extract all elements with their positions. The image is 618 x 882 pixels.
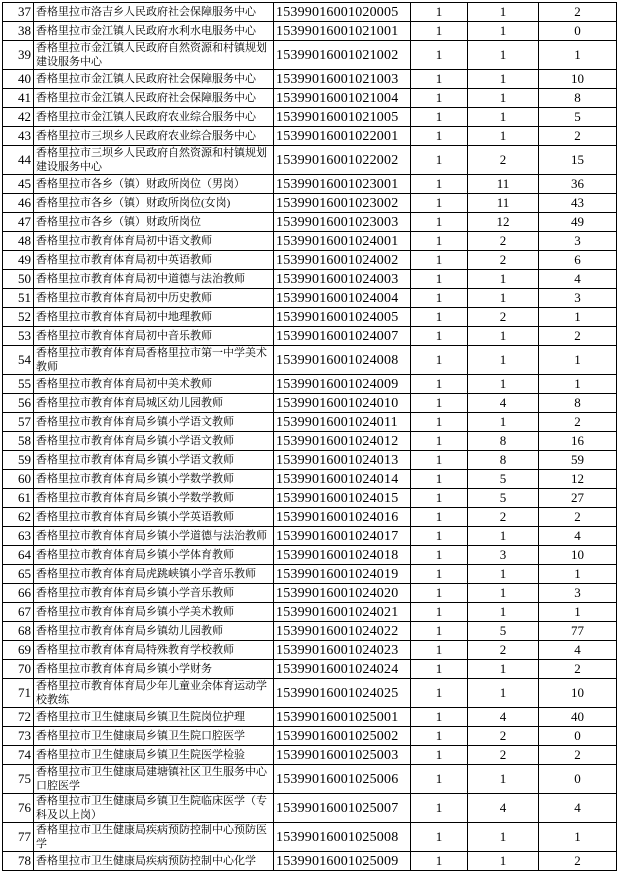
value-col3-cell: 77 [539, 622, 617, 641]
value-col1-cell: 1 [411, 546, 468, 565]
value-col2-cell: 8 [468, 451, 539, 470]
value-col1-cell: 1 [411, 603, 468, 622]
position-code-cell: 15399016001024014 [274, 470, 411, 489]
position-code-cell: 15399016001024005 [274, 308, 411, 327]
row-number-cell: 64 [3, 546, 34, 565]
table-row [3, 708, 617, 727]
value-col2-cell: 1 [468, 89, 539, 108]
row-number-cell: 71 [3, 679, 34, 708]
row-number-cell: 46 [3, 194, 34, 213]
position-name-cell: 香格里拉市金江镇人民政府社会保障服务中心 [34, 70, 274, 89]
table-row [3, 175, 617, 194]
value-col1-cell: 1 [411, 584, 468, 603]
value-col2-cell: 2 [468, 641, 539, 660]
value-col1-cell: 1 [411, 708, 468, 727]
value-col2-cell: 5 [468, 470, 539, 489]
position-table [2, 2, 617, 871]
value-col2-cell: 2 [468, 727, 539, 746]
row-number-cell: 55 [3, 375, 34, 394]
position-code-cell: 15399016001024024 [274, 660, 411, 679]
table-row [3, 146, 617, 175]
value-col1-cell: 1 [411, 622, 468, 641]
row-number-cell: 62 [3, 508, 34, 527]
table-row [3, 641, 617, 660]
value-col2-cell: 1 [468, 603, 539, 622]
value-col2-cell: 3 [468, 546, 539, 565]
row-number-cell: 76 [3, 794, 34, 823]
position-name-cell: 香格里拉市卫生健康局乡镇卫生院口腔医学 [34, 727, 274, 746]
position-code-cell: 15399016001023002 [274, 194, 411, 213]
position-code-cell: 15399016001024016 [274, 508, 411, 527]
position-name-cell: 香格里拉市教育体育局乡镇小学财务 [34, 660, 274, 679]
position-code-cell: 15399016001025006 [274, 765, 411, 794]
value-col2-cell: 1 [468, 679, 539, 708]
value-col1-cell: 1 [411, 727, 468, 746]
position-name-cell: 香格里拉市金江镇人民政府农业综合服务中心 [34, 108, 274, 127]
value-col1-cell: 1 [411, 3, 468, 22]
value-col3-cell: 16 [539, 432, 617, 451]
position-code-cell: 15399016001024020 [274, 584, 411, 603]
position-code-cell: 15399016001025008 [274, 823, 411, 852]
position-name-cell: 香格里拉市金江镇人民政府社会保障服务中心 [34, 89, 274, 108]
position-code-cell: 15399016001024010 [274, 394, 411, 413]
value-col2-cell: 1 [468, 375, 539, 394]
position-code-cell: 15399016001023003 [274, 213, 411, 232]
value-col3-cell: 3 [539, 232, 617, 251]
value-col1-cell: 1 [411, 852, 468, 871]
row-number-cell: 52 [3, 308, 34, 327]
value-col3-cell: 6 [539, 251, 617, 270]
value-col1-cell: 1 [411, 641, 468, 660]
table-row [3, 584, 617, 603]
table-row [3, 270, 617, 289]
row-number-cell: 49 [3, 251, 34, 270]
position-name-cell: 香格里拉市卫生健康局乡镇卫生院岗位护理 [34, 708, 274, 727]
position-code-cell: 15399016001024001 [274, 232, 411, 251]
table-row [3, 22, 617, 41]
row-number-cell: 67 [3, 603, 34, 622]
position-code-cell: 15399016001021001 [274, 22, 411, 41]
value-col1-cell: 1 [411, 251, 468, 270]
value-col3-cell: 43 [539, 194, 617, 213]
position-name-cell: 香格里拉市洛吉乡人民政府社会保障服务中心 [34, 3, 274, 22]
value-col3-cell: 10 [539, 546, 617, 565]
table-row [3, 603, 617, 622]
position-code-cell: 15399016001024018 [274, 546, 411, 565]
value-col3-cell: 4 [539, 270, 617, 289]
value-col2-cell: 11 [468, 175, 539, 194]
value-col2-cell: 1 [468, 823, 539, 852]
table-row [3, 89, 617, 108]
value-col2-cell: 2 [468, 232, 539, 251]
value-col1-cell: 1 [411, 679, 468, 708]
position-name-cell: 香格里拉市教育体育局初中道德与法治教师 [34, 270, 274, 289]
row-number-cell: 68 [3, 622, 34, 641]
position-code-cell: 15399016001021002 [274, 41, 411, 70]
position-code-cell: 15399016001024002 [274, 251, 411, 270]
value-col1-cell: 1 [411, 489, 468, 508]
value-col3-cell: 10 [539, 70, 617, 89]
value-col1-cell: 1 [411, 270, 468, 289]
position-code-cell: 15399016001025007 [274, 794, 411, 823]
position-name-cell: 香格里拉市教育体育局香格里拉市第一中学美术教师 [34, 346, 274, 375]
position-name-cell: 香格里拉市教育体育局初中历史教师 [34, 289, 274, 308]
value-col1-cell: 1 [411, 41, 468, 70]
row-number-cell: 57 [3, 413, 34, 432]
position-name-cell: 香格里拉市教育体育局乡镇小学美术教师 [34, 603, 274, 622]
row-number-cell: 45 [3, 175, 34, 194]
position-name-cell: 香格里拉市各乡（镇）财政所岗位（男岗） [34, 175, 274, 194]
row-number-cell: 39 [3, 41, 34, 70]
row-number-cell: 51 [3, 289, 34, 308]
value-col2-cell: 2 [468, 746, 539, 765]
value-col1-cell: 1 [411, 432, 468, 451]
table-row [3, 232, 617, 251]
row-number-cell: 44 [3, 146, 34, 175]
position-code-cell: 15399016001024013 [274, 451, 411, 470]
table-row [3, 622, 617, 641]
value-col1-cell: 1 [411, 660, 468, 679]
table-row [3, 127, 617, 146]
value-col3-cell: 3 [539, 584, 617, 603]
table-row [3, 251, 617, 270]
value-col1-cell: 1 [411, 232, 468, 251]
value-col1-cell: 1 [411, 746, 468, 765]
value-col3-cell: 59 [539, 451, 617, 470]
position-name-cell: 香格里拉市教育体育局乡镇小学道德与法治教师 [34, 527, 274, 546]
position-code-cell: 15399016001024021 [274, 603, 411, 622]
table-row [3, 394, 617, 413]
position-code-cell: 15399016001024022 [274, 622, 411, 641]
table-row [3, 489, 617, 508]
position-code-cell: 15399016001021004 [274, 89, 411, 108]
row-number-cell: 61 [3, 489, 34, 508]
row-number-cell: 37 [3, 3, 34, 22]
table-row [3, 432, 617, 451]
value-col3-cell: 15 [539, 146, 617, 175]
value-col2-cell: 1 [468, 765, 539, 794]
value-col3-cell: 1 [539, 41, 617, 70]
row-number-cell: 43 [3, 127, 34, 146]
value-col3-cell: 2 [539, 852, 617, 871]
value-col2-cell: 1 [468, 127, 539, 146]
value-col3-cell: 2 [539, 3, 617, 22]
value-col2-cell: 4 [468, 394, 539, 413]
value-col2-cell: 1 [468, 660, 539, 679]
value-col1-cell: 1 [411, 175, 468, 194]
value-col2-cell: 4 [468, 708, 539, 727]
position-code-cell: 15399016001024007 [274, 327, 411, 346]
value-col1-cell: 1 [411, 527, 468, 546]
value-col3-cell: 1 [539, 603, 617, 622]
value-col2-cell: 1 [468, 108, 539, 127]
value-col1-cell: 1 [411, 823, 468, 852]
value-col1-cell: 1 [411, 289, 468, 308]
position-code-cell: 15399016001024009 [274, 375, 411, 394]
value-col3-cell: 1 [539, 346, 617, 375]
value-col3-cell: 8 [539, 394, 617, 413]
value-col3-cell: 27 [539, 489, 617, 508]
value-col2-cell: 1 [468, 527, 539, 546]
position-name-cell: 香格里拉市卫生健康局疾病预防控制中心化学 [34, 852, 274, 871]
row-number-cell: 72 [3, 708, 34, 727]
position-name-cell: 香格里拉市教育体育局乡镇小学英语教师 [34, 508, 274, 527]
value-col2-cell: 1 [468, 346, 539, 375]
value-col2-cell: 4 [468, 794, 539, 823]
position-name-cell: 香格里拉市教育体育局少年儿童业余体育运动学校教练 [34, 679, 274, 708]
value-col1-cell: 1 [411, 470, 468, 489]
value-col1-cell: 1 [411, 765, 468, 794]
position-name-cell: 香格里拉市金江镇人民政府自然资源和村镇规划建设服务中心 [34, 41, 274, 70]
position-name-cell: 香格里拉市教育体育局乡镇小学数学教师 [34, 489, 274, 508]
value-col3-cell: 2 [539, 508, 617, 527]
value-col3-cell: 36 [539, 175, 617, 194]
table-row [3, 41, 617, 70]
value-col2-cell: 1 [468, 565, 539, 584]
table-row [3, 375, 617, 394]
value-col1-cell: 1 [411, 70, 468, 89]
position-code-cell: 15399016001025001 [274, 708, 411, 727]
position-name-cell: 香格里拉市金江镇人民政府水利水电服务中心 [34, 22, 274, 41]
value-col1-cell: 1 [411, 451, 468, 470]
value-col1-cell: 1 [411, 413, 468, 432]
value-col2-cell: 8 [468, 432, 539, 451]
row-number-cell: 65 [3, 565, 34, 584]
position-name-cell: 香格里拉市教育体育局城区幼儿园教师 [34, 394, 274, 413]
position-name-cell: 香格里拉市三坝乡人民政府农业综合服务中心 [34, 127, 274, 146]
position-code-cell: 15399016001024015 [274, 489, 411, 508]
value-col3-cell: 8 [539, 89, 617, 108]
value-col1-cell: 1 [411, 194, 468, 213]
value-col2-cell: 5 [468, 622, 539, 641]
table-row [3, 289, 617, 308]
row-number-cell: 48 [3, 232, 34, 251]
value-col2-cell: 1 [468, 70, 539, 89]
row-number-cell: 63 [3, 527, 34, 546]
row-number-cell: 66 [3, 584, 34, 603]
position-name-cell: 香格里拉市教育体育局虎跳峡镇小学音乐教师 [34, 565, 274, 584]
value-col1-cell: 1 [411, 22, 468, 41]
row-number-cell: 40 [3, 70, 34, 89]
value-col1-cell: 1 [411, 508, 468, 527]
position-name-cell: 香格里拉市三坝乡人民政府自然资源和村镇规划建设服务中心 [34, 146, 274, 175]
row-number-cell: 56 [3, 394, 34, 413]
row-number-cell: 60 [3, 470, 34, 489]
value-col2-cell: 1 [468, 270, 539, 289]
table-row [3, 508, 617, 527]
table-row [3, 679, 617, 708]
value-col2-cell: 1 [468, 327, 539, 346]
value-col3-cell: 0 [539, 22, 617, 41]
position-code-cell: 15399016001022001 [274, 127, 411, 146]
row-number-cell: 59 [3, 451, 34, 470]
position-code-cell: 15399016001025003 [274, 746, 411, 765]
value-col2-cell: 5 [468, 489, 539, 508]
table-row [3, 660, 617, 679]
value-col2-cell: 2 [468, 146, 539, 175]
value-col2-cell: 1 [468, 413, 539, 432]
position-code-cell: 15399016001024012 [274, 432, 411, 451]
position-code-cell: 15399016001021005 [274, 108, 411, 127]
value-col3-cell: 0 [539, 727, 617, 746]
position-name-cell: 香格里拉市卫生健康局建塘镇社区卫生服务中心口腔医学 [34, 765, 274, 794]
position-code-cell: 15399016001024003 [274, 270, 411, 289]
position-code-cell: 15399016001024008 [274, 346, 411, 375]
position-name-cell: 香格里拉市各乡（镇）财政所岗位(女岗) [34, 194, 274, 213]
value-col1-cell: 1 [411, 346, 468, 375]
table-row [3, 70, 617, 89]
value-col1-cell: 1 [411, 108, 468, 127]
position-name-cell: 香格里拉市教育体育局特殊教育学校教师 [34, 641, 274, 660]
table-row [3, 327, 617, 346]
table-row [3, 746, 617, 765]
table-row [3, 3, 617, 22]
row-number-cell: 69 [3, 641, 34, 660]
value-col3-cell: 2 [539, 660, 617, 679]
position-name-cell: 香格里拉市教育体育局乡镇小学音乐教师 [34, 584, 274, 603]
value-col1-cell: 1 [411, 375, 468, 394]
table-row [3, 308, 617, 327]
value-col3-cell: 2 [539, 327, 617, 346]
row-number-cell: 74 [3, 746, 34, 765]
position-code-cell: 15399016001024019 [274, 565, 411, 584]
value-col3-cell: 1 [539, 823, 617, 852]
value-col2-cell: 12 [468, 213, 539, 232]
position-code-cell: 15399016001024017 [274, 527, 411, 546]
position-code-cell: 15399016001020005 [274, 3, 411, 22]
row-number-cell: 41 [3, 89, 34, 108]
position-name-cell: 香格里拉市教育体育局乡镇小学数学教师 [34, 470, 274, 489]
value-col3-cell: 49 [539, 213, 617, 232]
position-code-cell: 15399016001025002 [274, 727, 411, 746]
table-row [3, 546, 617, 565]
position-code-cell: 15399016001025009 [274, 852, 411, 871]
value-col3-cell: 4 [539, 641, 617, 660]
value-col3-cell: 1 [539, 375, 617, 394]
row-number-cell: 77 [3, 823, 34, 852]
row-number-cell: 75 [3, 765, 34, 794]
value-col3-cell: 40 [539, 708, 617, 727]
position-name-cell: 香格里拉市教育体育局初中语文教师 [34, 232, 274, 251]
value-col3-cell: 5 [539, 108, 617, 127]
table-row [3, 451, 617, 470]
value-col1-cell: 1 [411, 89, 468, 108]
table-row [3, 413, 617, 432]
table-row [3, 765, 617, 794]
value-col2-cell: 1 [468, 41, 539, 70]
value-col3-cell: 4 [539, 794, 617, 823]
value-col3-cell: 2 [539, 127, 617, 146]
value-col1-cell: 1 [411, 565, 468, 584]
position-code-cell: 15399016001021003 [274, 70, 411, 89]
value-col3-cell: 3 [539, 289, 617, 308]
value-col3-cell: 2 [539, 413, 617, 432]
value-col2-cell: 1 [468, 584, 539, 603]
row-number-cell: 53 [3, 327, 34, 346]
position-name-cell: 香格里拉市教育体育局初中美术教师 [34, 375, 274, 394]
position-name-cell: 香格里拉市教育体育局初中地理教师 [34, 308, 274, 327]
row-number-cell: 47 [3, 213, 34, 232]
position-name-cell: 香格里拉市卫生健康局乡镇卫生院临床医学（专科及以上岗） [34, 794, 274, 823]
table-row [3, 346, 617, 375]
position-code-cell: 15399016001024004 [274, 289, 411, 308]
value-col3-cell: 4 [539, 527, 617, 546]
position-name-cell: 香格里拉市卫生健康局乡镇卫生院医学检验 [34, 746, 274, 765]
table-body [3, 3, 617, 871]
value-col2-cell: 11 [468, 194, 539, 213]
position-name-cell: 香格里拉市教育体育局乡镇小学语文教师 [34, 413, 274, 432]
row-number-cell: 78 [3, 852, 34, 871]
table-row [3, 213, 617, 232]
table-row [3, 470, 617, 489]
value-col1-cell: 1 [411, 394, 468, 413]
position-code-cell: 15399016001022002 [274, 146, 411, 175]
table-row [3, 194, 617, 213]
row-number-cell: 42 [3, 108, 34, 127]
position-code-cell: 15399016001024023 [274, 641, 411, 660]
value-col3-cell: 10 [539, 679, 617, 708]
value-col1-cell: 1 [411, 308, 468, 327]
row-number-cell: 70 [3, 660, 34, 679]
position-name-cell: 香格里拉市教育体育局乡镇幼儿园教师 [34, 622, 274, 641]
value-col2-cell: 1 [468, 852, 539, 871]
position-name-cell: 香格里拉市卫生健康局疾病预防控制中心预防医学 [34, 823, 274, 852]
table-row [3, 565, 617, 584]
position-name-cell: 香格里拉市教育体育局乡镇小学体育教师 [34, 546, 274, 565]
value-col2-cell: 2 [468, 308, 539, 327]
value-col2-cell: 1 [468, 3, 539, 22]
table-row [3, 823, 617, 852]
value-col1-cell: 1 [411, 127, 468, 146]
value-col1-cell: 1 [411, 794, 468, 823]
position-name-cell: 香格里拉市教育体育局乡镇小学语文教师 [34, 451, 274, 470]
value-col1-cell: 1 [411, 327, 468, 346]
value-col2-cell: 1 [468, 22, 539, 41]
row-number-cell: 58 [3, 432, 34, 451]
value-col3-cell: 2 [539, 746, 617, 765]
value-col3-cell: 1 [539, 308, 617, 327]
position-name-cell: 香格里拉市教育体育局初中英语教师 [34, 251, 274, 270]
row-number-cell: 38 [3, 22, 34, 41]
row-number-cell: 50 [3, 270, 34, 289]
value-col2-cell: 2 [468, 251, 539, 270]
position-name-cell: 香格里拉市各乡（镇）财政所岗位 [34, 213, 274, 232]
value-col1-cell: 1 [411, 213, 468, 232]
value-col2-cell: 1 [468, 289, 539, 308]
table-row [3, 727, 617, 746]
value-col1-cell: 1 [411, 146, 468, 175]
table-row [3, 852, 617, 871]
position-code-cell: 15399016001024011 [274, 413, 411, 432]
value-col3-cell: 0 [539, 765, 617, 794]
value-col3-cell: 1 [539, 565, 617, 584]
row-number-cell: 73 [3, 727, 34, 746]
table-row [3, 108, 617, 127]
value-col2-cell: 2 [468, 508, 539, 527]
value-col3-cell: 12 [539, 470, 617, 489]
position-code-cell: 15399016001024025 [274, 679, 411, 708]
position-name-cell: 香格里拉市教育体育局乡镇小学语文教师 [34, 432, 274, 451]
position-code-cell: 15399016001023001 [274, 175, 411, 194]
row-number-cell: 54 [3, 346, 34, 375]
table-row [3, 527, 617, 546]
position-name-cell: 香格里拉市教育体育局初中音乐教师 [34, 327, 274, 346]
table-row [3, 794, 617, 823]
